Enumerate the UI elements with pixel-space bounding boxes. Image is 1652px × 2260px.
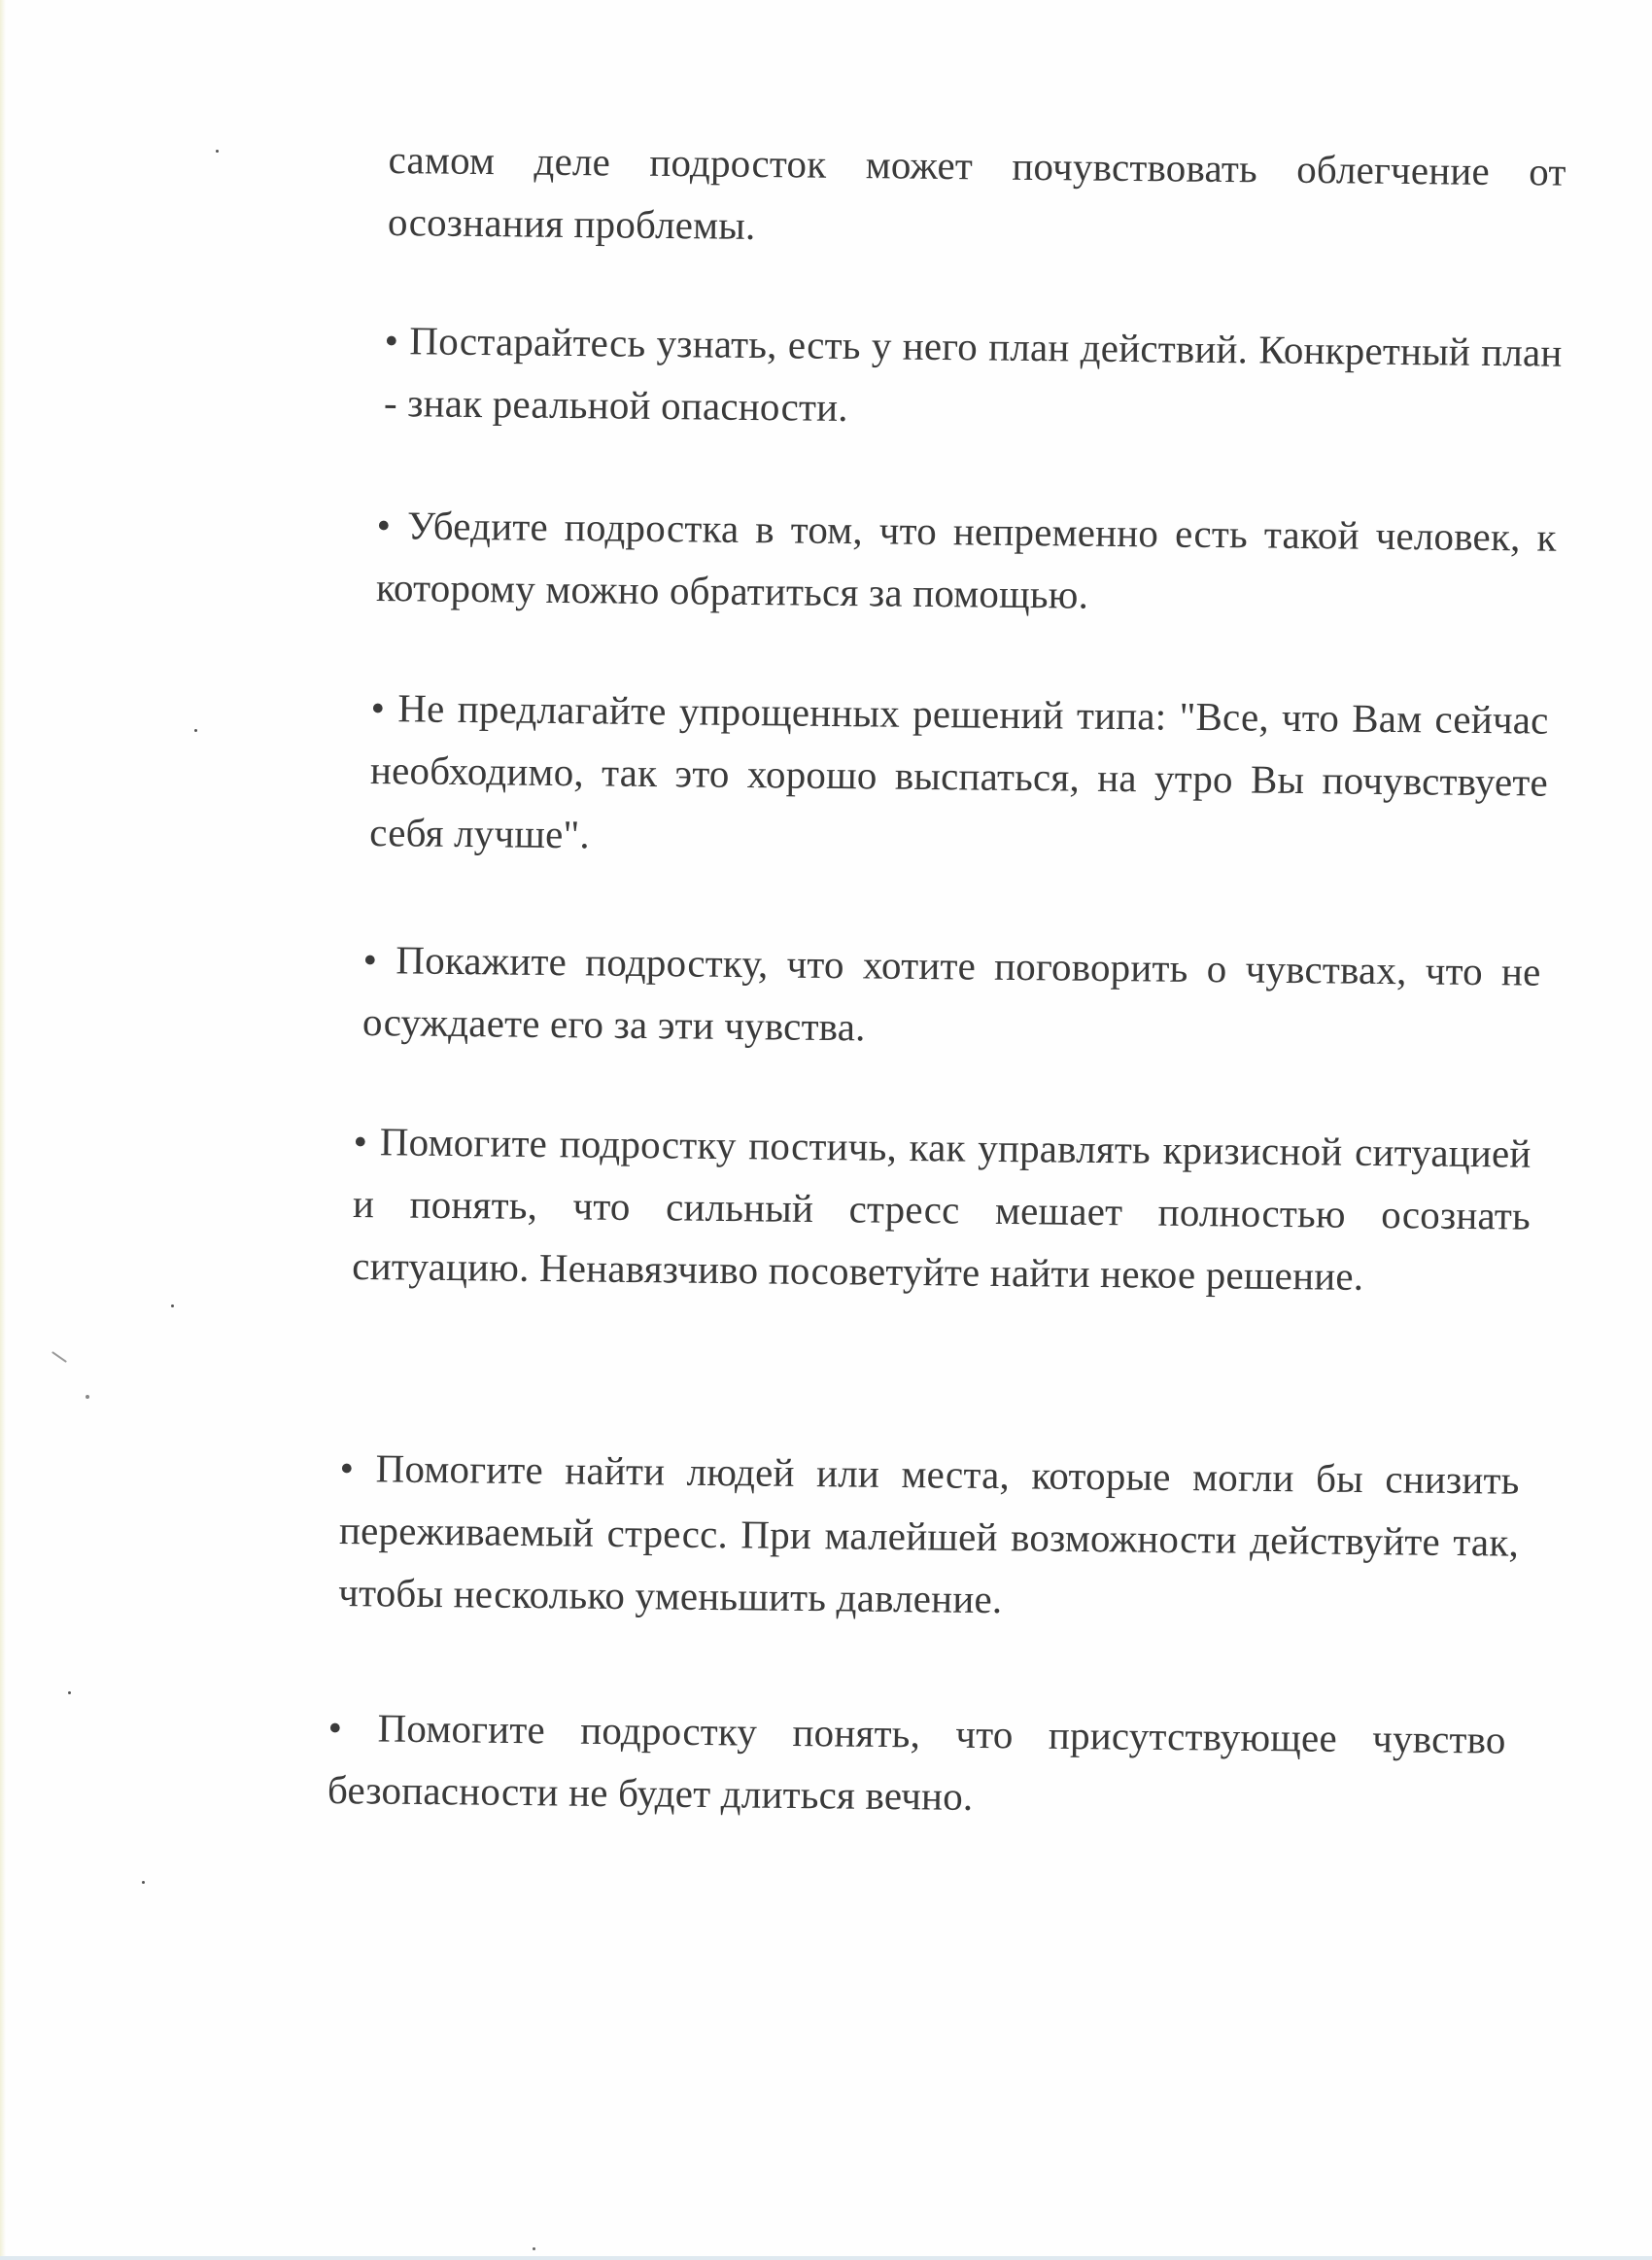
bullet-action-plan: • Постарайтесь узнать, есть у него план действий. Конкретный план - знак реальной опасности. <box>383 317 1563 430</box>
scan-speck <box>216 150 219 153</box>
scan-speck <box>86 1395 89 1399</box>
scan-speck <box>194 729 197 732</box>
paragraph-problem-relief: самом деле подросток может почувствовать облегчение от осознания проблемы. <box>387 136 1566 248</box>
bullet-reduce-stress: • Помогите найти людей или места, которые могли бы снизить переживаемый стресс. При малейшей возможности действуйте так, чтобы несколько уменьшить давление. <box>338 1444 1520 1622</box>
bullet-manage-crisis: • Помогите подростку постичь, как управлять кризисной ситуацией и понять, что сильный стресс мешает полностью осознать ситуацию. Ненавязчиво посоветуйте найти некое решение. <box>352 1118 1532 1299</box>
scan-speck <box>52 1351 67 1363</box>
bullet-no-simple-solutions: • Не предлагайте упрощенных решений типа: "Все, что Вам сейчас необходимо, так это хорошо выспаться, на утро Вы почувствуете себя лучше". <box>369 684 1549 857</box>
scan-speck <box>171 1304 174 1307</box>
scan-speck <box>142 1881 145 1884</box>
page-bottom-edge <box>0 2256 1652 2260</box>
bullet-person-to-help: • Убедите подростка в том, что непременно есть такой человек, к которому можно обратиться за помощью. <box>375 502 1557 617</box>
page-left-edge <box>0 0 6 2260</box>
scan-speck <box>533 2247 535 2250</box>
bullet-feeling-temporary: • Помогите подростку понять, что присутствующее чувство безопасности не будет длиться вечно. <box>327 1704 1506 1819</box>
bullet-talk-about-feelings: • Покажите подростку, что хотите поговорить о чувствах, что не осуждаете его за эти чувства. <box>361 936 1541 1050</box>
scan-speck <box>68 1691 71 1694</box>
